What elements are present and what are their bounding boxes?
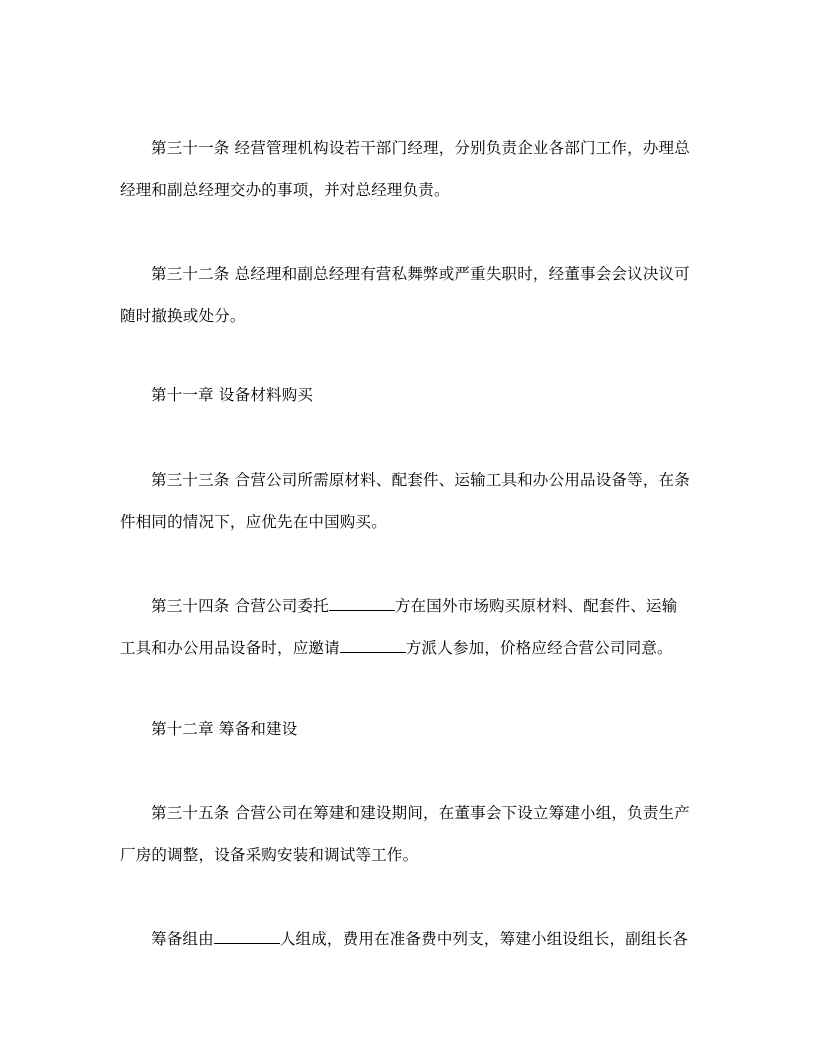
article-32-line-2: 随时撤换或处分。 — [120, 307, 246, 325]
article-34-line-1-text-a: 第三十四条 合营公司委托 — [151, 597, 329, 615]
prep-group-line-1 — [151, 929, 688, 949]
article-33-line-2: 件相同的情况下，应优先在中国购买。 — [120, 513, 387, 531]
article-33-line-1: 第三十三条 合营公司所需原材料、配套件、运输工具和办公用品设备等，在条 — [151, 471, 690, 489]
chapter-12-heading: 第十二章 筹备和建设 — [151, 720, 298, 738]
blank-party-1 — [329, 596, 395, 611]
article-31-line-1: 第三十一条 经营管理机构设若干部门经理，分别负责企业各部门工作，办理总 — [151, 139, 690, 157]
blank-member-count — [214, 929, 280, 944]
article-31-line-2: 经理和副总经理交办的事项，并对总经理负责。 — [120, 181, 450, 199]
chapter-11-heading: 第十一章 设备材料购买 — [151, 386, 314, 404]
article-35-line-1: 第三十五条 合营公司在筹建和建设期间，在董事会下设立筹建小组，负责生产 — [151, 804, 690, 822]
blank-party-2 — [340, 638, 406, 653]
article-34-line-1 — [151, 596, 677, 616]
article-34-line-2 — [120, 638, 673, 658]
article-34-line-2-text-b: 方派人参加，价格应经合营公司同意。 — [405, 639, 673, 657]
article-34-line-1-text-b: 方在国外市场购买原材料、配套件、运输 — [394, 597, 678, 615]
article-34-line-2-text-a: 工具和办公用品设备时，应邀请 — [120, 639, 340, 657]
article-35-line-2: 厂房的调整，设备采购安装和调试等工作。 — [120, 846, 419, 864]
article-32-line-1: 第三十二条 总经理和副总经理有营私舞弊或严重失职时，经董事会会议决议可 — [151, 265, 690, 283]
prep-group-text-a: 筹备组由 — [151, 930, 214, 948]
prep-group-text-b: 人组成，费用在准备费中列支，筹建小组设组长，副组长各 — [279, 930, 689, 948]
